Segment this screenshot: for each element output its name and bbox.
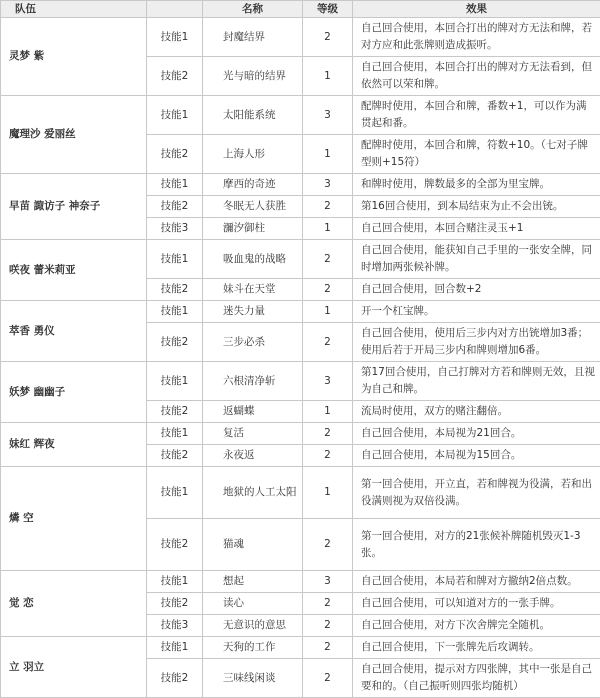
skill-name: 永夜返 bbox=[203, 445, 303, 467]
team-cell: 燐 空 bbox=[1, 467, 147, 571]
team-cell: 咲夜 蕾米莉亚 bbox=[1, 240, 147, 301]
skill-slot: 技能2 bbox=[147, 401, 203, 423]
skill-level: 2 bbox=[303, 240, 353, 279]
skill-slot: 技能2 bbox=[147, 323, 203, 362]
team-cell: 妖梦 幽幽子 bbox=[1, 362, 147, 423]
skill-level: 1 bbox=[303, 401, 353, 423]
skill-level: 3 bbox=[303, 362, 353, 401]
team-cell: 魔理沙 爱丽丝 bbox=[1, 96, 147, 174]
header-row bbox=[1, 1, 600, 18]
skill-effect: 配牌时使用，本回合和牌，番数+1，可以作为满贯起和番。 bbox=[353, 96, 600, 135]
skill-level: 2 bbox=[303, 323, 353, 362]
skill-effect: 自己回合使用，本局若和牌对方撤纳2倍点数。 bbox=[353, 571, 600, 593]
skill-effect: 自己回合使用，使用后三步内对方出铳增加3番；使用后若于开局三步内和牌则增加6番。 bbox=[353, 323, 600, 362]
skill-effect: 流局时使用，双方的赌注翻倍。 bbox=[353, 401, 600, 423]
skill-slot: 技能2 bbox=[147, 519, 203, 571]
skill-effect: 自己回合使用，回合数+2 bbox=[353, 279, 600, 301]
skill-name: 想起 bbox=[203, 571, 303, 593]
table-row bbox=[1, 423, 600, 445]
table-row bbox=[1, 637, 600, 659]
skill-slot: 技能2 bbox=[147, 279, 203, 301]
skill-name: 冬眠无人获胜 bbox=[203, 196, 303, 218]
skill-level: 3 bbox=[303, 174, 353, 196]
skill-name: 地狱的人工太阳 bbox=[203, 467, 303, 519]
table-row bbox=[1, 174, 600, 196]
skill-effect: 自己回合使用，下一张牌先后攻调转。 bbox=[353, 637, 600, 659]
skill-effect: 和牌时使用，牌数最多的全部为里宝牌。 bbox=[353, 174, 600, 196]
skill-level: 2 bbox=[303, 18, 353, 57]
skill-name: 光与暗的结界 bbox=[203, 57, 303, 96]
header-level: 等级 bbox=[303, 1, 353, 18]
table-row bbox=[1, 301, 600, 323]
skill-level: 2 bbox=[303, 615, 353, 637]
skill-effect: 自己回合使用，可以知道对方的一张手牌。 bbox=[353, 593, 600, 615]
skill-effect: 自己回合使用，提示对方四张牌，其中一张是自己要和的。（自己振听则四张均随机） bbox=[353, 659, 600, 698]
skill-slot: 技能1 bbox=[147, 174, 203, 196]
skill-effect: 开一个杠宝牌。 bbox=[353, 301, 600, 323]
skill-name: 瀰汐御柱 bbox=[203, 218, 303, 240]
skill-name: 太阳能系统 bbox=[203, 96, 303, 135]
skill-level: 1 bbox=[303, 467, 353, 519]
skill-level: 2 bbox=[303, 445, 353, 467]
skill-slot: 技能1 bbox=[147, 96, 203, 135]
team-cell: 萃香 勇仪 bbox=[1, 301, 147, 362]
skill-name: 读心 bbox=[203, 593, 303, 615]
skill-level: 1 bbox=[303, 135, 353, 174]
table-row bbox=[1, 240, 600, 279]
skill-effect: 第16回合使用，到本局结束为止不会出铳。 bbox=[353, 196, 600, 218]
skill-slot: 技能2 bbox=[147, 57, 203, 96]
skill-name: 天狗的工作 bbox=[203, 637, 303, 659]
skill-slot: 技能1 bbox=[147, 301, 203, 323]
skill-level: 2 bbox=[303, 519, 353, 571]
skill-effect: 自己回合使用，本回合打出的牌对方无法看到，但依然可以荣和牌。 bbox=[353, 57, 600, 96]
skill-effect: 自己回合使用，能获知自己手里的一张安全牌，同时增加两张候补牌。 bbox=[353, 240, 600, 279]
skill-level: 3 bbox=[303, 571, 353, 593]
skill-level: 2 bbox=[303, 593, 353, 615]
skill-level: 2 bbox=[303, 659, 353, 698]
skill-name: 六根清净斩 bbox=[203, 362, 303, 401]
table-row bbox=[1, 18, 600, 57]
skill-slot: 技能2 bbox=[147, 659, 203, 698]
skill-name: 摩西的奇迹 bbox=[203, 174, 303, 196]
skill-level: 2 bbox=[303, 279, 353, 301]
skill-slot: 技能3 bbox=[147, 615, 203, 637]
header-effect: 效果 bbox=[353, 1, 600, 18]
skill-name: 三味线闲谈 bbox=[203, 659, 303, 698]
header-team: 队伍 bbox=[1, 1, 147, 18]
skill-slot: 技能2 bbox=[147, 196, 203, 218]
skill-name: 三步必杀 bbox=[203, 323, 303, 362]
team-cell: 妹红 辉夜 bbox=[1, 423, 147, 467]
skill-level: 1 bbox=[303, 57, 353, 96]
table-row bbox=[1, 96, 600, 135]
skill-slot: 技能2 bbox=[147, 445, 203, 467]
skill-name: 返蝴蝶 bbox=[203, 401, 303, 423]
skill-slot: 技能1 bbox=[147, 467, 203, 519]
skill-name: 吸血鬼的战略 bbox=[203, 240, 303, 279]
skill-level: 3 bbox=[303, 96, 353, 135]
skill-level: 2 bbox=[303, 637, 353, 659]
skill-level: 2 bbox=[303, 423, 353, 445]
skill-effect: 自己回合使用，对方下次舍牌完全随机。 bbox=[353, 615, 600, 637]
skill-effect: 自己回合使用，本回合打出的牌对方无法和牌，若对方应和此张牌则造成振听。 bbox=[353, 18, 600, 57]
skill-slot: 技能1 bbox=[147, 423, 203, 445]
header-skill bbox=[147, 1, 203, 18]
skill-effect: 第17回合使用，自己打牌对方若和牌则无效，且视为自己和牌。 bbox=[353, 362, 600, 401]
skill-slot: 技能1 bbox=[147, 18, 203, 57]
skill-name: 无意识的意思 bbox=[203, 615, 303, 637]
skill-name: 迷失力量 bbox=[203, 301, 303, 323]
skill-slot: 技能1 bbox=[147, 571, 203, 593]
skill-effect: 第一回合使用，对方的21张候补牌随机毁灭1-3张。 bbox=[353, 519, 600, 571]
skill-level: 2 bbox=[303, 196, 353, 218]
skill-level: 1 bbox=[303, 218, 353, 240]
skill-slot: 技能3 bbox=[147, 218, 203, 240]
table-row bbox=[1, 362, 600, 401]
skill-name: 猫魂 bbox=[203, 519, 303, 571]
skill-level: 1 bbox=[303, 301, 353, 323]
skill-effect: 配牌时使用，本回合和牌，符数+10。（七对子牌型则+15符） bbox=[353, 135, 600, 174]
skill-effect: 第一回合使用，开立直，若和牌视为役满，若和出役满则视为双倍役满。 bbox=[353, 467, 600, 519]
team-cell: 灵梦 紫 bbox=[1, 18, 147, 96]
header-name: 名称 bbox=[203, 1, 303, 18]
skill-effect: 自己回合使用，本局视为15回合。 bbox=[353, 445, 600, 467]
skill-name: 妹斗在天堂 bbox=[203, 279, 303, 301]
table-row bbox=[1, 467, 600, 519]
team-cell: 早苗 諏访子 神奈子 bbox=[1, 174, 147, 240]
table-row bbox=[1, 571, 600, 593]
skill-effect: 自己回合使用，本回合赌注灵玉+1 bbox=[353, 218, 600, 240]
skill-slot: 技能1 bbox=[147, 240, 203, 279]
skill-slot: 技能2 bbox=[147, 135, 203, 174]
skill-name: 复活 bbox=[203, 423, 303, 445]
team-cell: 立 羽立 bbox=[1, 637, 147, 698]
skill-name: 上海人形 bbox=[203, 135, 303, 174]
skill-slot: 技能1 bbox=[147, 362, 203, 401]
team-cell: 觉 恋 bbox=[1, 571, 147, 637]
skill-effect: 自己回合使用，本局视为21回合。 bbox=[353, 423, 600, 445]
skill-slot: 技能2 bbox=[147, 593, 203, 615]
skill-name: 封魔结界 bbox=[203, 18, 303, 57]
skill-slot: 技能1 bbox=[147, 637, 203, 659]
